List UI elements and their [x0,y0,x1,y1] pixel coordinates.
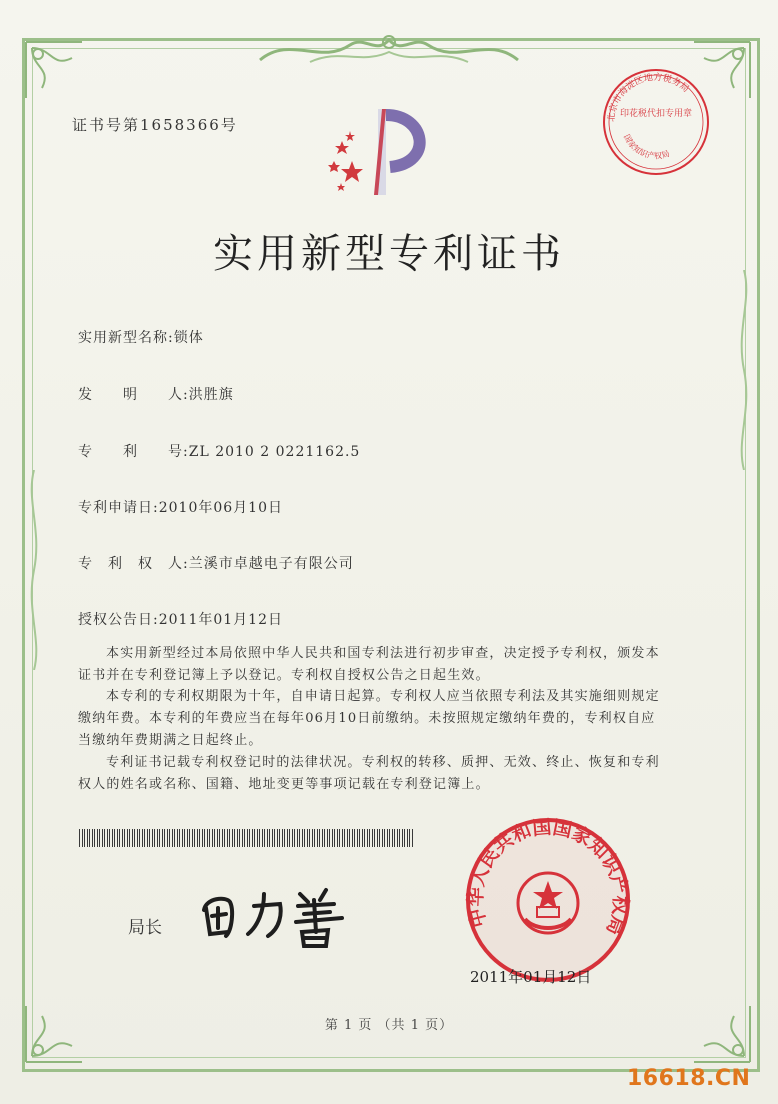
field-inventor [78,384,234,404]
patent-office-official-seal-icon [463,815,633,985]
field-value: ZL 2010 2 0221162.5 [188,444,361,460]
field-value: 2011年01月12日 [158,612,283,628]
paragraph-term-and-fees: 本专利的专利权期限为十年，自申请日起算。专利权人应当依照专利法及其实施细则规定缴纳年费。本专利的年费应当在每年06月10日前缴纳。未按照规定缴纳年费的，专利权自应当缴纳年费期满之日起终止。 [78,689,660,748]
corner-ornament-top-left [22,38,92,108]
issue-date: 2011年01月12日 [470,968,592,986]
field-value: 洪胜旗 [188,387,234,403]
svg-text:印花税代扣专用章: 印花税代扣专用章 [619,109,693,119]
left-side-ornament [24,470,44,670]
certificate-title: 实用新型专利证书 [213,231,565,277]
field-patent-number [78,441,360,461]
field-label: 实用新型名称: [78,330,174,346]
field-application-date [78,497,283,517]
field-value: 兰溪市卓越电子有限公司 [188,556,354,572]
svg-text:北京市海淀区地方税务局: 北京市海淀区地方税务局 [606,72,691,123]
field-patentee [78,553,354,573]
top-ornament [250,30,528,70]
field-value: 锁体 [173,330,204,346]
paragraph-legal-status: 专利证书记载专利权登记时的法律状况。专利权的转移、质押、无效、终止、恢复和专利权人的姓名或名称、国籍、地址变更等事项记载在专利登记簿上。 [78,755,660,792]
director-signature [196,880,372,950]
stamp-duty-seal-icon [600,66,712,178]
svg-text:中华人民共和国国家知识产权局: 中华人民共和国国家知识产权局 [464,816,632,939]
field-label: 专利申请日: [78,500,159,516]
field-label: 专 利 权 人: [78,556,189,572]
field-label: 发 明 人: [78,387,189,403]
director-label: 局长 [128,918,162,938]
field-grant-date [78,609,283,629]
certificate-number: 证书号第1658366号 [72,116,238,134]
site-watermark: 16618.CN [627,1066,751,1091]
field-utility-model-name [78,327,204,347]
right-side-ornament [734,270,754,470]
paragraph-grant-notice: 本实用新型经过本局依照中华人民共和国专利法进行初步审查，决定授予专利权，颁发本证书并在专利登记簿上予以登记。专利权自授权公告之日起生效。 [78,646,660,683]
field-value: 2010年06月10日 [158,500,283,516]
field-label: 专 利 号: [78,444,189,460]
svg-text:国家知识产权局: 国家知识产权局 [621,132,671,161]
patent-office-logo-icon [316,103,438,203]
page-number: 第 1 页 （共 1 页） [324,1018,454,1033]
barcode [79,829,413,847]
field-label: 授权公告日: [78,612,159,628]
